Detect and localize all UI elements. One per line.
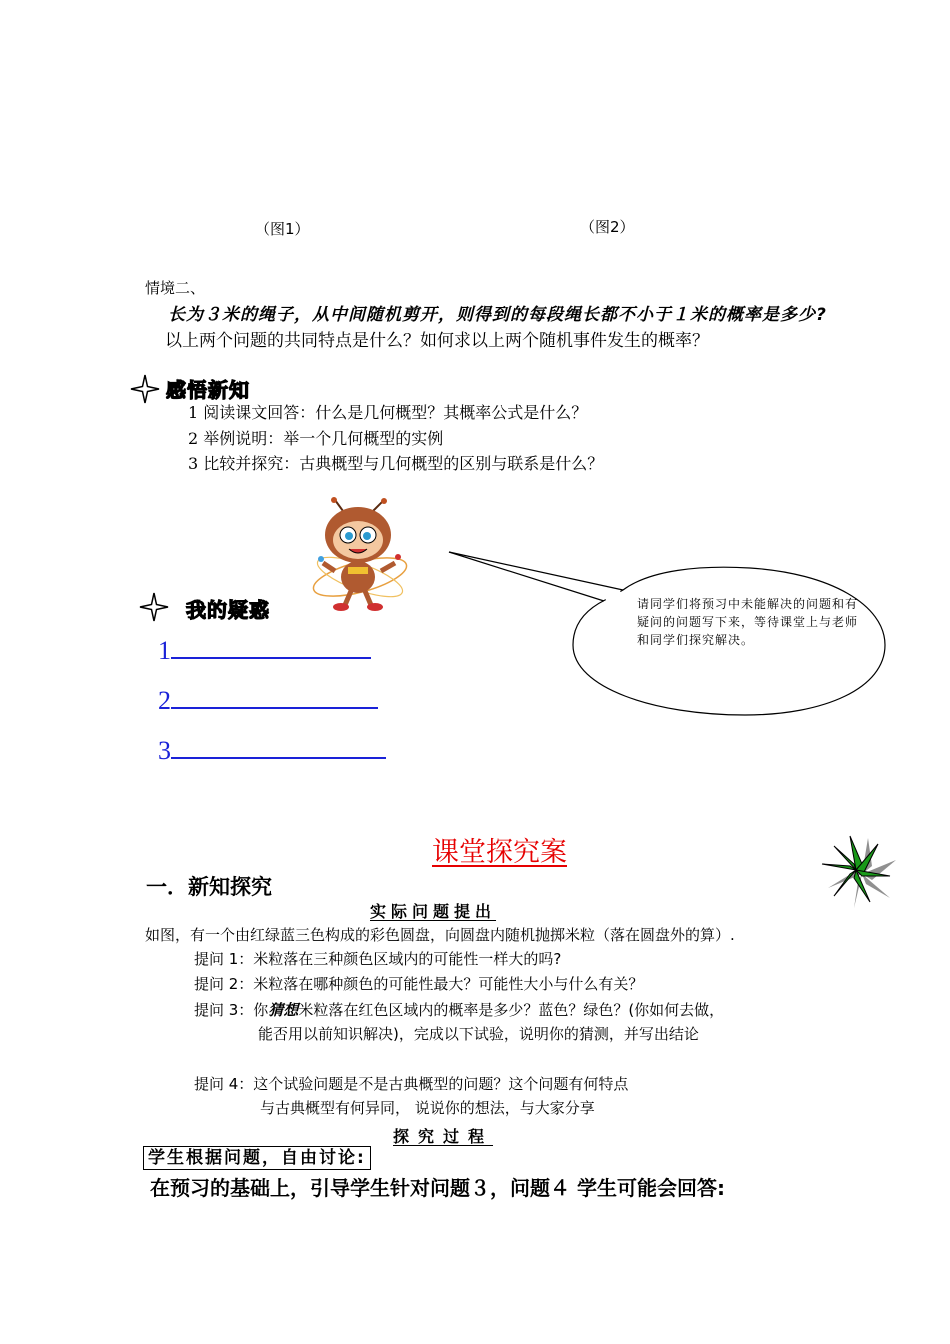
doubt-blank-number: 1: [158, 636, 171, 665]
question-4: 提问 4：这个试验问题是不是古典概型的问题？这个问题有何特点: [194, 1075, 629, 1093]
intro-paragraph: 如图，有一个由红绿蓝三色构成的彩色圆盘，向圆盘内随机抛掷米粒（落在圆盘外的算）.: [145, 926, 735, 944]
insight-heading: 感悟新知: [166, 378, 250, 402]
section-heading-new-knowledge: 一．新知探究: [146, 875, 272, 899]
scenario-2-label: 情境二、: [145, 279, 206, 297]
insight-item-3: 3 比较并探究：古典概型与几何概型的区别与联系是什么？: [188, 454, 604, 473]
doubts-heading: 我的疑惑: [186, 598, 270, 622]
question-2: 提问 2：米粒落在哪种颜色的可能性最大？可能性大小与什么有关？: [194, 975, 644, 993]
question-4-continuation: 与古典概型有何异同， 说说你的想法，与大家分享: [260, 1099, 595, 1117]
doubt-blank-number: 2: [158, 686, 171, 715]
green-leaf-icon: [818, 832, 898, 916]
scenario-followup-question: 以上两个问题的共同特点是什么？如何求以上两个随机事件发生的概率？: [165, 331, 709, 351]
figure-1-caption: （图1）: [255, 220, 310, 238]
doubt-blank-1[interactable]: [158, 633, 371, 666]
guide-sentence: 在预习的基础上，引导学生针对问题３，问题４ 学生可能会回答:: [150, 1176, 725, 1200]
question-1: 提问 1：米粒落在三种颜色区域内的可能性一样大的吗?: [194, 950, 562, 968]
scenario-2-question: 长为３米的绳子，从中间随机剪开，则得到的每段绳长都不小于１米的概率是多少?: [168, 305, 827, 325]
sparkle-star-icon: [130, 374, 160, 404]
question-3-emphasis: 猜想: [268, 1001, 299, 1019]
insight-item-2: 2 举例说明：举一个几何概型的实例: [188, 429, 444, 448]
insight-item-1: 1 阅读课文回答：什么是几何概型？其概率公式是什么？: [188, 403, 588, 422]
subheading-exploration-process: 探究过程: [393, 1127, 494, 1146]
doubt-blank-2[interactable]: [158, 683, 378, 716]
doubt-blank-number: 3: [158, 736, 171, 765]
question-3-suffix: 米粒落在红色区域内的概率是多少？蓝色？绿色？(你如何去做，: [298, 1001, 725, 1019]
figure-2-caption: （图2）: [580, 218, 635, 236]
speech-bubble-text: 请同学们将预习中未能解决的问题和有疑问的问题写下来，等待课堂上与老师和同学们探究解决。: [637, 597, 859, 647]
doubt-blank-3[interactable]: [158, 733, 386, 766]
question-3-continuation: 能否用以前知识解决)，完成以下试验，说明你的猜测，并写出结论: [258, 1025, 699, 1043]
sparkle-star-icon: [139, 592, 169, 622]
question-3-prefix: 提问 3：你: [194, 1001, 269, 1019]
discussion-box: 学生根据问题，自由讨论:: [143, 1146, 371, 1170]
question-3: [194, 999, 724, 1020]
cartoon-ant-image: [305, 497, 420, 619]
classroom-title: 课堂探究案: [432, 837, 567, 868]
subheading-actual-problem: 实际问题提出: [370, 902, 497, 921]
